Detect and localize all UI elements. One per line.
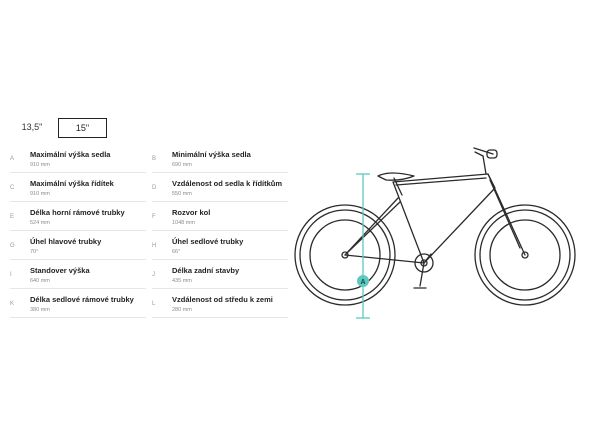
handlebar [474, 148, 497, 174]
geometry-letter: C [10, 185, 15, 191]
geometry-value: 524 mm [30, 220, 50, 226]
geometry-row [152, 144, 288, 173]
geometry-value: 280 mm [172, 307, 192, 313]
bike-geometry-diagram [290, 140, 590, 330]
geometry-label: Maximální výška sedla [30, 150, 111, 159]
geometry-letter: B [152, 156, 157, 162]
marker-letter: A [360, 279, 366, 286]
seat-height-indicator [356, 174, 370, 318]
geometry-value: 910 mm [30, 162, 50, 168]
geometry-value: 910 mm [30, 191, 50, 197]
geometry-letter: G [10, 243, 15, 249]
geometry-letter: I [10, 272, 12, 278]
geometry-letter: F [152, 214, 156, 220]
geometry-row [152, 289, 288, 318]
geometry-value: 380 mm [30, 307, 50, 313]
geometry-value: 70° [30, 249, 39, 255]
crankset [414, 254, 433, 288]
geometry-letter: K [10, 301, 15, 307]
geometry-column-right [152, 144, 288, 318]
geometry-label: Úhel sedlové trubky [172, 237, 244, 246]
geometry-row [152, 260, 288, 289]
geometry-label: Vzdálenost od středu k zemi [172, 295, 273, 304]
geometry-row [10, 289, 146, 318]
geometry-label: Délka sedlové rámové trubky [30, 295, 134, 304]
size-tab-13-5[interactable]: 13,5" [21, 122, 43, 132]
geometry-row [10, 231, 146, 260]
geometry-row [152, 202, 288, 231]
geometry-letter: D [152, 185, 157, 191]
geometry-value: 1048 mm [172, 220, 195, 226]
geometry-label: Maximální výška řídítek [30, 179, 114, 188]
geometry-label: Rozvor kol [172, 208, 211, 217]
geometry-column-left [10, 144, 146, 318]
geometry-letter: L [152, 301, 156, 307]
geometry-row [10, 144, 146, 173]
geometry-value: 550 mm [172, 191, 192, 197]
geometry-label: Standover výška [30, 266, 90, 275]
size-selector [10, 118, 107, 138]
geometry-row [152, 231, 288, 260]
size-tab-15[interactable]: 15" [58, 118, 107, 138]
geometry-letter: H [152, 243, 157, 249]
geometry-value: 640 mm [30, 278, 50, 284]
geometry-value: 690 mm [172, 162, 192, 168]
geometry-label: Délka zadní stavby [172, 266, 240, 275]
geometry-label: Vzdálenost od sedla k řídítkům [172, 179, 283, 188]
geometry-label: Délka horní rámové trubky [30, 208, 125, 217]
geometry-letter: J [152, 272, 155, 278]
geometry-row [10, 173, 146, 202]
geometry-value: 66° [172, 249, 181, 255]
geometry-value: 435 mm [172, 278, 192, 284]
geometry-letter: E [10, 214, 15, 220]
geometry-row [10, 202, 146, 231]
geometry-row [152, 173, 288, 202]
geometry-label: Minimální výška sedla [172, 150, 251, 159]
geometry-row [10, 260, 146, 289]
geometry-letter: A [10, 156, 15, 162]
geometry-label: Úhel hlavové trubky [30, 237, 102, 246]
